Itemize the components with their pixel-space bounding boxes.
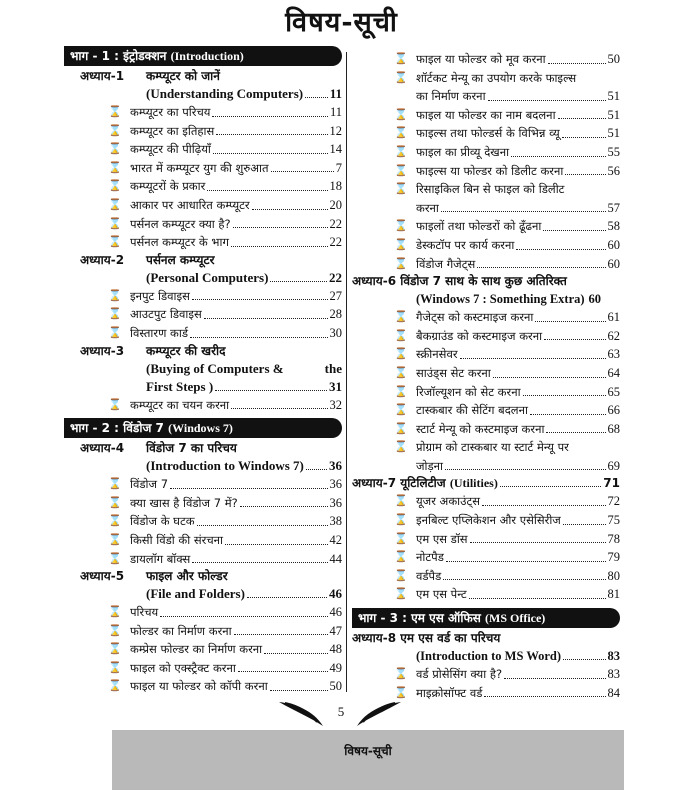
- hourglass-icon: ⌛: [108, 551, 122, 565]
- chapter-7-items: [352, 492, 620, 604]
- page-number: 66: [607, 403, 620, 418]
- page-number: 42: [329, 532, 342, 547]
- page-number: 46: [329, 605, 342, 620]
- chapter-number: अध्याय-3: [80, 343, 125, 358]
- page-number: 22: [329, 216, 342, 231]
- footer-band: [112, 730, 624, 790]
- chapter-title: फाइल और फोल्डर: [146, 569, 228, 584]
- page-number: 28: [329, 307, 342, 322]
- chapter-number: अध्याय-6: [352, 274, 397, 289]
- entry-title: आउटपुट डिवाइस: [130, 307, 202, 322]
- entry-title: वर्ड प्रोसेसिंग क्या है?: [416, 667, 503, 682]
- page-number: 57: [607, 200, 620, 215]
- chapter-7: [352, 475, 620, 492]
- toc-entry: [352, 217, 620, 236]
- toc-entry: [64, 512, 342, 531]
- entry-title: फाइल या फोल्डर को कॉपी करना: [130, 679, 268, 694]
- part-title-en: (Introduction): [170, 49, 244, 63]
- page-number: 51: [607, 89, 620, 104]
- toc-entry: [64, 159, 342, 178]
- chapter-number: अध्याय-8: [352, 631, 397, 646]
- page-number: 80: [607, 568, 620, 583]
- entry-title: फाइल्स तथा फोल्डर्स के विभिन्न व्यू: [416, 126, 560, 141]
- toc-entry: [64, 603, 342, 622]
- hourglass-icon: ⌛: [108, 142, 122, 156]
- chapter-title: विंडोज 7 साथ के साथ कुछ अतिरिक्त: [400, 274, 567, 289]
- toc-entry: [352, 530, 620, 549]
- chapter-title: यूटिलिटीज: [400, 476, 446, 491]
- hourglass-icon: ⌛: [394, 365, 408, 379]
- chapter-title-en: (Personal Computers): [146, 269, 269, 285]
- toc-entry: [64, 233, 342, 252]
- chapter-5-items: [64, 603, 342, 696]
- chapter-1-items: [64, 103, 342, 252]
- page-number: 18: [329, 179, 342, 194]
- hourglass-icon: ⌛: [108, 179, 122, 193]
- entry-title: स्क्रीनसेवर: [416, 347, 458, 362]
- hourglass-icon: ⌛: [394, 126, 408, 140]
- page-number: 50: [607, 52, 620, 66]
- entry-title: शॉर्टकट मेन्यू का उपयोग करके फाइल्स: [416, 70, 577, 85]
- toc-entry: [352, 567, 620, 586]
- hourglass-icon: ⌛: [394, 347, 408, 361]
- page-number: 60: [588, 292, 602, 307]
- toc-entry: [64, 324, 342, 343]
- page-number: 36: [329, 477, 342, 492]
- entry-title: विंडोज के घटक: [130, 514, 195, 529]
- page-number: 27: [329, 288, 342, 303]
- toc-entry: [352, 511, 620, 530]
- toc-entry: [64, 122, 342, 141]
- part-header-1: [64, 46, 342, 66]
- toc-entry: [64, 550, 342, 569]
- chapter-title: पर्सनल कम्प्यूटर: [146, 252, 215, 267]
- entry-title: किसी विंडो की संरचना: [130, 532, 223, 547]
- toc-entry: [352, 255, 620, 274]
- toc-entry: [64, 287, 342, 306]
- toc-entry: [352, 420, 620, 439]
- hourglass-icon: ⌛: [394, 310, 408, 324]
- chapter-title-en: (File and Folders): [146, 586, 245, 602]
- page-number: 75: [607, 513, 620, 528]
- part-header-3: [352, 608, 620, 628]
- page-number: 65: [607, 384, 620, 399]
- chapter-title: विंडोज 7 का परिचय: [146, 441, 237, 456]
- hourglass-icon: ⌛: [108, 642, 122, 656]
- page-number: 83: [607, 667, 620, 682]
- entry-title: कम्प्रेस फोल्डर का निर्माण करना: [130, 642, 263, 657]
- chapter-2-items: [64, 287, 342, 343]
- hourglass-icon: ⌛: [394, 587, 408, 601]
- entry-title: स्टार्ट मेन्यू को कस्टमाइज करना: [416, 421, 545, 436]
- entry-title: एम एस डॉस: [416, 531, 468, 546]
- chapter-5: [64, 568, 342, 603]
- hourglass-icon: ⌛: [394, 568, 408, 582]
- toc-entry: [352, 401, 620, 420]
- chapter-title: एम एस वर्ड का परिचय: [400, 631, 501, 646]
- entry-title-cont: जोड़ना: [416, 458, 444, 473]
- toc-entry: [64, 531, 342, 550]
- entry-title: डायलॉग बॉक्स: [130, 551, 191, 566]
- toc-entry: [352, 438, 620, 475]
- toc-entry: [64, 659, 342, 678]
- chapter-number: अध्याय-4: [80, 441, 125, 456]
- chapter-title-en: (Introduction to MS Word): [416, 649, 562, 664]
- toc-right-column: [352, 50, 620, 702]
- toc-entry: [352, 106, 620, 125]
- hourglass-icon: ⌛: [394, 70, 408, 84]
- chapter-title-en: (Utilities): [449, 476, 498, 491]
- page-number: 31: [329, 378, 342, 394]
- toc-entry: [352, 143, 620, 162]
- toc-entry: [64, 677, 342, 696]
- hourglass-icon: ⌛: [394, 328, 408, 342]
- toc-entry: [64, 640, 342, 659]
- toc-entry: [352, 492, 620, 511]
- entry-title: पर्सनल कम्प्यूटर के भाग: [130, 235, 229, 250]
- hourglass-icon: ⌛: [394, 494, 408, 508]
- hourglass-icon: ⌛: [394, 440, 408, 454]
- toc-left-column: [64, 46, 342, 696]
- page-number: 30: [329, 325, 342, 340]
- hourglass-icon: ⌛: [108, 397, 122, 411]
- chapter-3-items: [64, 396, 342, 415]
- page-number: 14: [329, 142, 342, 157]
- entry-title: विंडोज गैजेट्स: [416, 256, 476, 271]
- chapter-6: [352, 273, 620, 308]
- hourglass-icon: ⌛: [394, 531, 408, 545]
- entry-title: प्रोग्राम को टास्कबार या स्टार्ट मेन्यू पर: [416, 440, 569, 455]
- toc-entry: [64, 177, 342, 196]
- column-divider: [346, 52, 347, 692]
- chapter-title-en-cont: the: [324, 360, 342, 376]
- toc-entry: [352, 236, 620, 255]
- hourglass-icon: ⌛: [108, 123, 122, 137]
- page-number: 7: [335, 160, 342, 175]
- entry-title: कम्प्यूटर का परिचय: [130, 105, 211, 119]
- entry-title: क्या खास है विंडोज 7 में?: [130, 495, 238, 510]
- toc-entry: [352, 69, 620, 106]
- entry-title-cont: का निर्माण करना: [416, 89, 486, 104]
- hourglass-icon: ⌛: [394, 384, 408, 398]
- hourglass-icon: ⌛: [394, 219, 408, 233]
- entry-title: आकार पर आधारित कम्प्यूटर: [130, 197, 250, 212]
- hourglass-icon: ⌛: [108, 160, 122, 174]
- chapter-title-en-line3: First Steps ): [146, 378, 214, 394]
- toc-entry: [352, 383, 620, 402]
- page-title: विषय-सूची: [285, 7, 398, 38]
- toc-entry: [352, 548, 620, 567]
- page-number: 51: [607, 107, 620, 122]
- entry-title: फाइलों तथा फोल्डरों को ढूँढना: [416, 219, 542, 234]
- hourglass-icon: ⌛: [394, 163, 408, 177]
- part-title: भाग - 1 : इंट्रोडक्शन: [70, 49, 167, 63]
- page-number: 22: [329, 269, 342, 285]
- hourglass-icon: ⌛: [108, 623, 122, 637]
- hourglass-icon: ⌛: [108, 197, 122, 211]
- entry-title: इनबिल्ट एप्लिकेशन और एसेसिरीज: [416, 513, 561, 528]
- hourglass-icon: ⌛: [394, 144, 408, 158]
- toc-entry: [352, 180, 620, 217]
- part-title: भाग - 2 : विंडोज 7: [70, 421, 164, 436]
- chapter-title: कम्प्यूटर की खरीद: [146, 343, 226, 358]
- footer-label: विषय-सूची: [344, 744, 392, 758]
- chapter-title-en: (Buying of Computers &: [146, 360, 284, 376]
- page-number: 79: [607, 550, 620, 565]
- chapter-5-items-cont: [352, 50, 620, 273]
- entry-title: पर्सनल कम्प्यूटर क्या है?: [130, 216, 231, 231]
- hourglass-icon: ⌛: [108, 660, 122, 674]
- toc-entry: [64, 494, 342, 513]
- page-number: 58: [607, 219, 620, 234]
- page-number: 62: [607, 328, 620, 343]
- entry-title: विस्तारण कार्ड: [130, 325, 189, 340]
- hourglass-icon: ⌛: [108, 514, 122, 528]
- toc-entry: [352, 327, 620, 346]
- hourglass-icon: ⌛: [394, 421, 408, 435]
- entry-title: कम्प्यूटर का चयन करना: [130, 397, 230, 412]
- hourglass-icon: ⌛: [394, 550, 408, 564]
- page-number: 47: [329, 623, 342, 638]
- chapter-4-items: [64, 475, 342, 568]
- page-number: 63: [607, 347, 620, 362]
- part-title-en: (Windows 7): [168, 421, 233, 436]
- page-number: 69: [607, 458, 620, 473]
- page-number: 60: [607, 237, 620, 252]
- toc-entry: [64, 196, 342, 215]
- chapter-number: अध्याय-5: [80, 569, 125, 584]
- toc-entry: [64, 215, 342, 234]
- entry-title: कम्प्यूटर की पीढ़ियाँ: [130, 142, 211, 157]
- chapter-title-en: (Understanding Computers): [146, 86, 304, 101]
- entry-title: फाइल को एक्स्ट्रैक्ट करना: [130, 660, 236, 675]
- page-number: 72: [607, 494, 620, 509]
- toc-entry: [352, 50, 620, 69]
- toc-entry: [352, 124, 620, 143]
- page-number: 50: [329, 679, 342, 694]
- toc-entry: [352, 585, 620, 604]
- part-header-2: [64, 418, 342, 438]
- entry-title-cont: करना: [416, 200, 439, 215]
- entry-title: रिजॉल्यूशन को सेट करना: [416, 384, 521, 399]
- entry-title: फाइल या फोल्डर को मूव करना: [416, 52, 546, 66]
- entry-title: यूजर अकाउंट्स: [416, 494, 481, 509]
- part-title-en: (MS Office): [485, 611, 546, 626]
- hourglass-icon: ⌛: [108, 477, 122, 491]
- chapter-1: [64, 68, 342, 103]
- entry-title: परिचय: [130, 605, 159, 620]
- hourglass-icon: ⌛: [108, 105, 122, 118]
- page-number: 32: [329, 397, 342, 412]
- toc-entry: [352, 345, 620, 364]
- entry-title: डेस्कटॉप पर कार्य करना: [416, 237, 515, 252]
- entry-title: फाइल का प्रीव्यू देखना: [416, 144, 510, 159]
- page-number: 71: [603, 476, 620, 491]
- entry-title: नोटपैड: [416, 550, 444, 565]
- page-number: 49: [329, 660, 342, 675]
- page-number: 60: [607, 256, 620, 271]
- page-number: 38: [329, 514, 342, 529]
- entry-title: साउंड्स सेट करना: [416, 365, 491, 380]
- page-number: 44: [329, 551, 342, 566]
- hourglass-icon: ⌛: [394, 237, 408, 251]
- page-number: 64: [607, 365, 620, 380]
- hourglass-icon: ⌛: [108, 679, 122, 693]
- page-number: 83: [607, 649, 620, 664]
- entry-title: माइक्रोसॉफ्ट वर्ड: [416, 685, 483, 700]
- toc-entry: [352, 364, 620, 383]
- hourglass-icon: ⌛: [394, 667, 408, 681]
- hourglass-icon: ⌛: [108, 532, 122, 546]
- entry-title: कम्प्यूटरों के प्रकार: [130, 179, 206, 194]
- entry-title: फाइल या फोल्डर का नाम बदलना: [416, 107, 556, 122]
- hourglass-icon: ⌛: [394, 256, 408, 270]
- entry-title: कम्प्यूटर का इतिहास: [130, 123, 215, 138]
- page-number-footer: 5: [337, 704, 345, 719]
- toc-entry: [64, 305, 342, 324]
- hourglass-icon: ⌛: [394, 685, 408, 699]
- page-number: 81: [607, 587, 620, 602]
- entry-title: गैजेट्स को कस्टमाइज करना: [416, 310, 534, 325]
- entry-title: बैकग्राउंड को कस्टमाइज करना: [416, 328, 543, 343]
- page-number: 46: [329, 586, 342, 602]
- entry-title: फोल्डर का निर्माण करना: [130, 623, 232, 638]
- hourglass-icon: ⌛: [108, 495, 122, 509]
- hourglass-icon: ⌛: [108, 235, 122, 249]
- page-number: 84: [607, 685, 620, 700]
- entry-title: भारत में कम्प्यूटर युग की शुरुआत: [130, 160, 269, 175]
- hourglass-icon: ⌛: [394, 182, 408, 196]
- chapter-8: [352, 630, 620, 665]
- page-number: 55: [607, 144, 620, 159]
- hourglass-icon: ⌛: [108, 605, 122, 619]
- page-number: 48: [329, 642, 342, 657]
- entry-title: रिसाइकिल बिन से फाइल को डिलीट: [416, 182, 565, 197]
- toc-entry: [64, 396, 342, 415]
- entry-title: फाइल्स या फोल्डर को डिलीट करना: [416, 163, 564, 178]
- part-title: भाग - 3 : एम एस ऑफिस: [358, 611, 481, 626]
- page-number: 78: [607, 531, 620, 546]
- page-number: 22: [329, 235, 342, 250]
- chapter-number: अध्याय-7: [352, 476, 397, 491]
- hourglass-icon: ⌛: [108, 307, 122, 321]
- chapter-number: अध्याय-2: [80, 252, 125, 267]
- hourglass-icon: ⌛: [108, 288, 122, 302]
- hourglass-icon: ⌛: [108, 325, 122, 339]
- page-number: 20: [329, 197, 342, 212]
- toc-entry: [64, 103, 342, 122]
- page-number: 56: [607, 163, 620, 178]
- page-number: 61: [607, 310, 620, 325]
- page-number: 12: [329, 123, 342, 138]
- toc-entry: [352, 162, 620, 181]
- toc-entry: [64, 140, 342, 159]
- entry-title: टास्कबार की सेटिंग बदलना: [416, 403, 528, 418]
- chapter-4: [64, 440, 342, 475]
- chapter-8-items: [352, 665, 620, 702]
- toc-entry: [64, 622, 342, 641]
- chapter-number: अध्याय-1: [80, 69, 125, 83]
- chapter-3: [64, 343, 342, 396]
- hourglass-icon: ⌛: [394, 403, 408, 417]
- hourglass-icon: ⌛: [108, 216, 122, 230]
- toc-entry: [352, 308, 620, 327]
- hourglass-icon: ⌛: [394, 52, 408, 65]
- chapter-title-en: (Introduction to Windows 7): [146, 458, 304, 474]
- page-number: 36: [329, 458, 342, 474]
- entry-title: इनपुट डिवाइस: [130, 288, 190, 303]
- page-number: 36: [329, 495, 342, 510]
- toc-entry: [64, 475, 342, 494]
- page-number: 51: [607, 126, 620, 141]
- chapter-title: कम्प्यूटर को जानें: [146, 69, 220, 83]
- entry-title: वर्डपैड: [416, 568, 442, 583]
- page-number: 11: [329, 105, 342, 119]
- page-number: 68: [607, 421, 620, 436]
- hourglass-icon: ⌛: [394, 513, 408, 527]
- chapter-title-en: (Windows 7 : Something Extra): [416, 292, 585, 307]
- chapter-2: [64, 252, 342, 287]
- chapter-6-items: [352, 308, 620, 475]
- entry-title: विंडोज 7: [130, 477, 169, 492]
- entry-title: एम एस पेन्ट: [416, 587, 467, 602]
- hourglass-icon: ⌛: [394, 107, 408, 121]
- toc-entry: [352, 665, 620, 684]
- page-number: 11: [329, 86, 342, 101]
